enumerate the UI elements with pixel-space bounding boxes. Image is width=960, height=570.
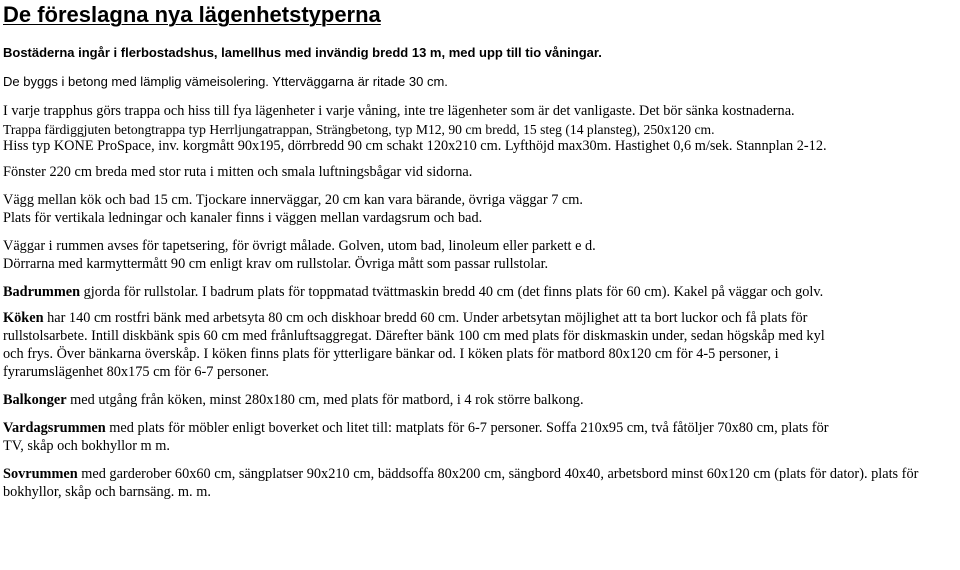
living-room-lead: Vardagsrummen (3, 419, 106, 436)
balcony-paragraph (3, 391, 957, 409)
kitchen-text-1: har 140 cm rostfri bänk med arbetsyta 80 cm och diskhoar bredd 60 cm. Under arbetsytan möjlighet att ta bort luckor och få plats för (43, 309, 808, 326)
elevator-spec-text: Hiss typ KONE ProSpace, inv. korgmått 90x195, dörrbredd 90 cm schakt 120x210 cm. Lyfthöjd max30m. Hastighet 0,6 m/sek. Stannplan 2-12. (3, 138, 827, 154)
windows-text: Fönster 220 cm breda med stor ruta i mitten och smala luftningsbågar vid sidorna. (3, 163, 473, 180)
page-title: De föreslagna nya lägenhetstyperna (3, 2, 381, 27)
kitchen-line-2: rullstolsarbete. Intill diskbänk spis 60 cm med frånluftsaggregat. Därefter bänk 100 cm med plats för diskmaskin under, sedan högskåp med kyl (3, 327, 825, 344)
balcony-text: med utgång från köken, minst 280x180 cm, med plats för matbord, i 4 rok större balkong. (66, 391, 584, 408)
bedroom-line-1 (3, 465, 957, 483)
balcony-lead: Balkonger (3, 391, 67, 408)
bedroom-line-2: bokhyllor, skåp och barnsäng. m. m. (3, 483, 211, 500)
bedroom-paragraph (3, 465, 957, 501)
construction-text: De byggs i betong med lämplig vämeisolering. Ytterväggarna är ritade 30 cm. (3, 74, 448, 89)
stairwell-text: I varje trapphus görs trappa och hiss till fya lägenheter i varje våning, inte tre lägenheter som är det vanligaste. Det bör sänka kostnaderna. (3, 103, 795, 119)
kitchen-line-3: och frys. Över bänkarna överskåp. I köken finns plats för ytterligare bänkar od. I köken plats för matbord 80x120 cm för 4-5 personer, i (3, 345, 779, 362)
kitchen-line-4: fyrarumslägenhet 80x175 cm för 6-7 personer. (3, 363, 269, 380)
living-room-line-2: TV, skåp och bokhyllor m m. (3, 437, 170, 454)
bathroom-paragraph (3, 283, 957, 301)
living-room-paragraph (3, 419, 957, 455)
bathroom-text: gjorda för rullstolar. I badrum plats för toppmatad tvättmaskin bredd 40 cm (det finns plats för 60 cm). Kakel på väggar och golv. (80, 283, 824, 300)
bedroom-text-1: med garderober 60x60 cm, sängplatser 90x210 cm, bäddsoffa 80x200 cm, sängbord 40x40, arbetsbord minst 60x120 cm (plats för dator). plats för (77, 465, 919, 482)
kitchen-lead: Köken (3, 309, 44, 326)
stair-spec-text: Trappa färdiggjuten betongtrappa typ Herrljungatrappan, Strängbetong, typ M12, 90 cm bredd, 15 steg (14 plansteg), 250x120 cm. (3, 121, 715, 137)
kitchen-paragraph (3, 309, 957, 381)
bedroom-lead: Sovrummen (3, 465, 78, 482)
walls-text-2: Plats för vertikala ledningar och kanaler finns i väggen mellan vardagsrum och bad. (3, 209, 483, 226)
walls-text-1: Vägg mellan kök och bad 15 cm. Tjockare innerväggar, 20 cm kan vara bärande, övriga väggar 7 cm. (3, 191, 583, 208)
living-room-line-1 (3, 419, 957, 437)
kitchen-line-1 (3, 309, 957, 327)
page-subtitle: Bostäderna ingår i flerbostadshus, lamellhus med invändig bredd 13 m, med upp till tio våningar. (3, 45, 602, 60)
document-page (3, 0, 957, 501)
living-room-text-1: med plats för möbler enligt boverket och litet till: matplats för 6-7 personer. Soffa 210x95 cm, två fåtöljer 70x80 cm, plats för (105, 419, 829, 436)
surfaces-text-1: Väggar i rummen avses för tapetsering, för övrigt målade. Golven, utom bad, linoleum eller parkett e d. (3, 237, 596, 254)
surfaces-text-2: Dörrarna med karmyttermått 90 cm enligt krav om rullstolar. Övriga mått som passar rullstolar. (3, 255, 549, 272)
bathroom-lead: Badrummen (3, 283, 81, 300)
